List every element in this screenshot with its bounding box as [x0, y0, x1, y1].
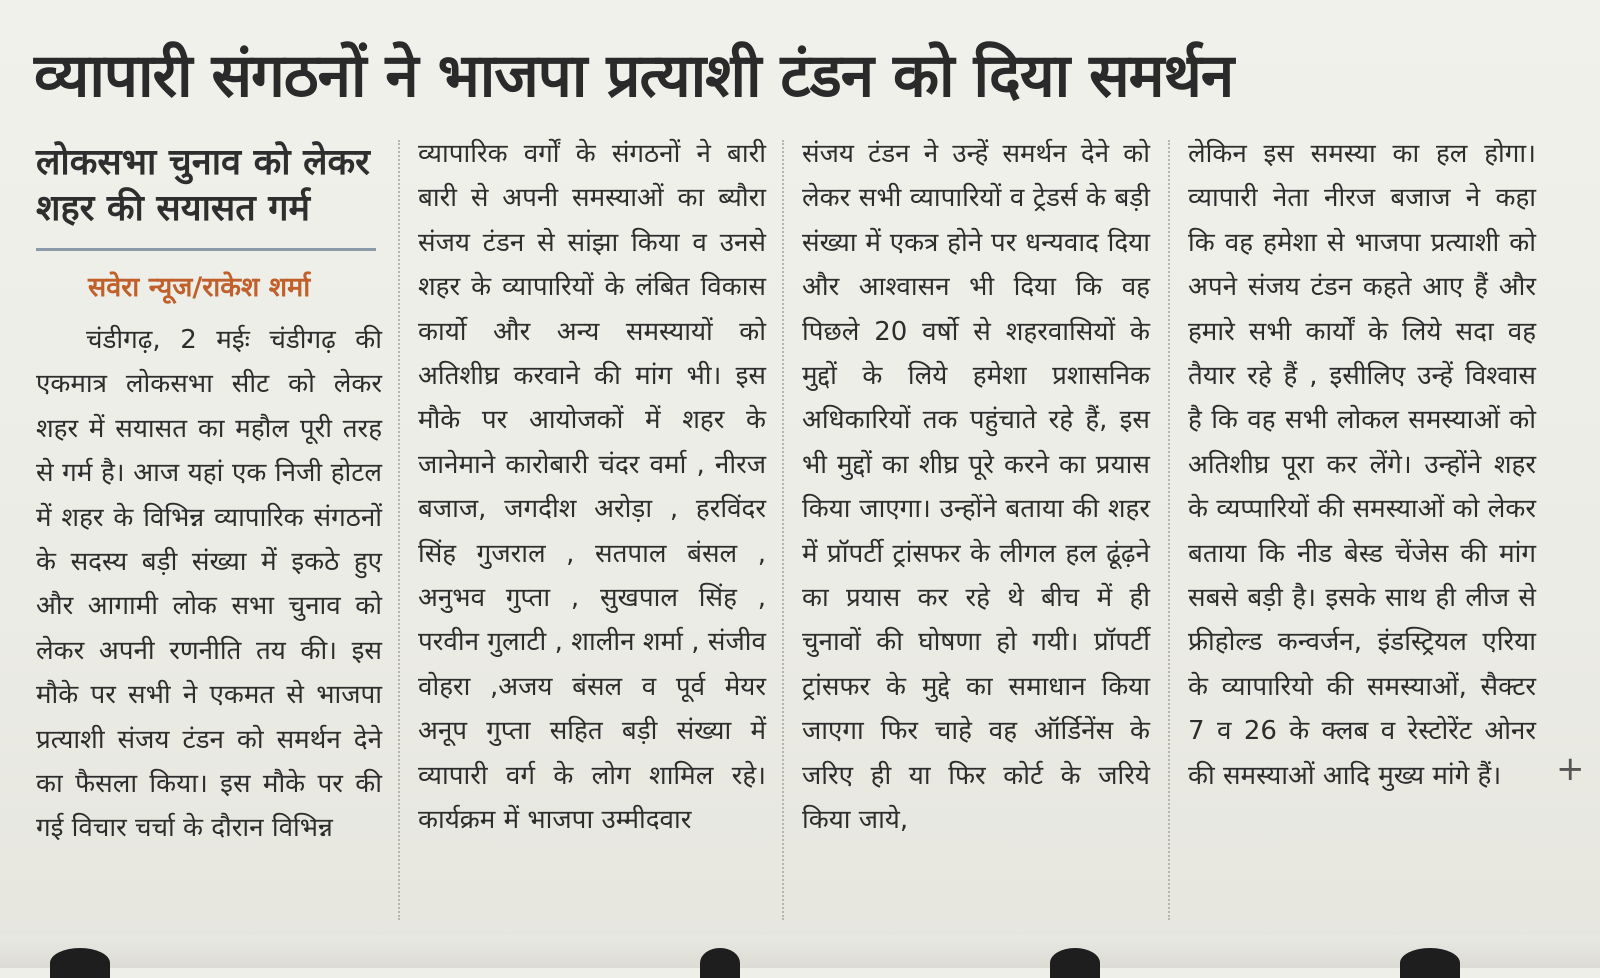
registration-mark-icon: +	[1556, 749, 1585, 789]
column-divider	[782, 140, 784, 920]
cropped-glyph	[50, 948, 110, 978]
byline: सवेरा न्यूज/राकेश शर्मा	[88, 272, 311, 303]
column-4-text: लेकिन इस समस्या का हल होगा। व्यापारी नेता नीरज बजाज ने कहा कि वह हमेशा से भाजपा प्रत्याशी को अपने संजय टंडन कहते आए हैं और हमारे सभी कार्यों के लिये सदा वह तैयार रहे हैं , इसीलिए उन्हें विश्वास है कि वह सभी लोकल समस्याओं को अतिशीघ्र पूरा कर लेंगे। उन्होंने शहर के व्यप्पारियों की समस्याओं को लेकर बताया कि नीड बेस्ड चेंजेस की मांग सबसे बड़ी है। इसके साथ ही लीज से फ्रीहोल्ड कन्वर्जन, इंडस्ट्रियल एरिया के व्यापारियो की समस्याओं, सैक्टर 7 व 26 के क्लब व रेस्टोरेंट ओनर की समस्याओं आदि मुख्य मांगे हैं।	[1188, 139, 1536, 791]
article-column-3	[802, 132, 1150, 843]
article-column-1	[36, 318, 382, 851]
column-divider	[1168, 140, 1170, 920]
cropped-glyph	[700, 948, 740, 978]
column-1-text: चंडीगढ़, 2 मईः चंडीगढ़ की एकमात्र लोकसभा सीट को लेकर शहर में सयासत का महौल पूरी तरह से गर्म है। आज यहां एक निजी होटल में शहर के विभिन्न व्यापारिक संगठनों के सदस्य बड़ी संख्या में इकठे हुए और आगामी लोक सभा चुनाव को लेकर अपनी रणनीति तय की। इस मौके पर सभी ने एकमत से भाजपा प्रत्याशी संजय टंडन को समर्थन देने का फैसला किया। इस मौके पर की गई विचार चर्चा के दौरान विभिन्न	[36, 325, 382, 844]
article-column-4	[1188, 132, 1536, 798]
column-divider	[398, 140, 400, 920]
article-column-2	[418, 132, 766, 843]
cropped-glyph	[1050, 948, 1100, 978]
headline: व्यापारी संगठनों ने भाजपा प्रत्याशी टंडन को दिया समर्थन	[34, 41, 1234, 111]
subheadline-rule	[36, 248, 376, 251]
column-2-text: व्यापारिक वर्गों के संगठनों ने बारी बारी से अपनी समस्याओं का ब्यौरा संजय टंडन से सांझा किया व उनसे शहर के व्यापारियों के लंबित विकास कार्यो और अन्य समस्यायों को अतिशीघ्र करवाने की मांग भी। इस मौके पर आयोजकों में शहर के जानेमाने कारोबारी चंदर वर्मा , नीरज बजाज, जगदीश अरोड़ा , हरविंदर सिंह गुजराल , सतपाल बंसल , अनुभव गुप्ता , सुखपाल सिंह , परवीन गुलाटी , शालीन शर्मा , संजीव वोहरा ,अजय बंसल व पूर्व मेयर अनूप गुप्ता सहित बड़ी संख्या में व्यापारी वर्ग के लोग शामिल रहे। कार्यक्रम में भाजपा उम्मीदवार	[418, 139, 766, 836]
next-article-edge	[0, 935, 1600, 968]
cropped-glyph	[1400, 948, 1460, 978]
subheadline: लोकसभा चुनाव को लेकर शहर की सयासत गर्म	[36, 142, 370, 229]
column-3-text: संजय टंडन ने उन्हें समर्थन देने को लेकर सभी व्यापारियों व ट्रेडर्स के बड़ी संख्या में एकत्र होने पर धन्यवाद दिया और आश्वासन भी दिया कि वह पिछले 20 वर्षो से शहरवासियों के मुद्दों के लिये हमेशा प्रशासनिक अधिकारियों तक पहुंचाते रहे हैं, इस भी मुद्दों का शीघ्र पूरे करने का प्रयास किया जाएगा। उन्होंने बताया की शहर में प्रॉपर्टी ट्रांसफर के लीगल हल ढूंढ़ने का प्रयास कर रहे थे बीच में ही चुनावों की घोषणा हो गयी। प्रॉपर्टी ट्रांसफर के मुद्दे का समाधान किया जाएगा फिर चाहे वह ऑर्डिनेंस के जरिए ही या फिर कोर्ट के जरिये किया जाये,	[802, 139, 1150, 836]
